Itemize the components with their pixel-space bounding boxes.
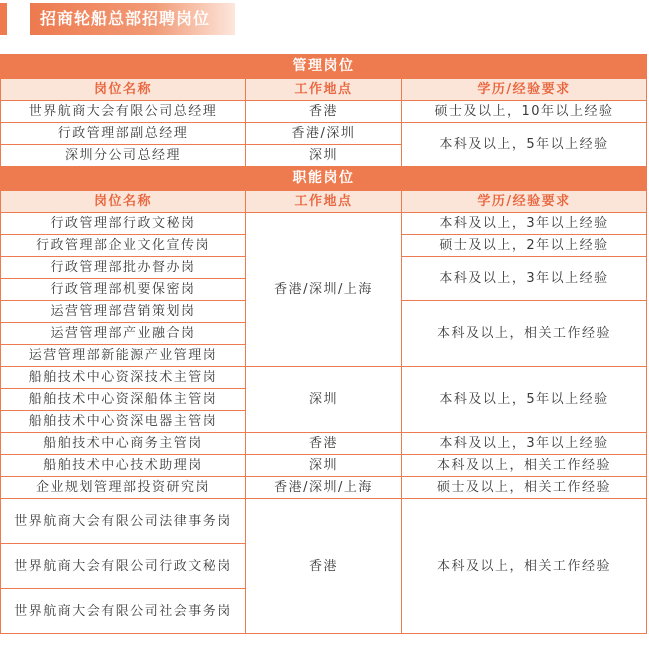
- column-header-requirement: 学历/经验要求: [402, 191, 647, 213]
- table-row: [1, 367, 647, 389]
- table-row: [1, 123, 647, 145]
- position-cell: 运营管理部产业融合岗: [1, 323, 246, 345]
- requirement-cell: 本科及以上，相关工作经验: [402, 455, 647, 477]
- title-accent-block: [0, 3, 7, 35]
- location-cell: 香港: [246, 433, 402, 455]
- position-cell: 企业规划管理部投资研究岗: [1, 477, 246, 499]
- table-row: [1, 477, 647, 499]
- column-header-location: 工作地点: [246, 191, 402, 213]
- location-cell: 深圳: [246, 455, 402, 477]
- column-header-row: [1, 191, 647, 213]
- position-cell: 行政管理部行政文秘岗: [1, 213, 246, 235]
- page-title-bar: [0, 3, 235, 35]
- requirement-cell: 本科及以上，相关工作经验: [402, 301, 647, 367]
- requirement-cell: 本科及以上，3年以上经验: [402, 257, 647, 301]
- section-title: 管理岗位: [1, 55, 647, 79]
- requirement-cell: 硕士及以上，相关工作经验: [402, 477, 647, 499]
- column-header-position: 岗位名称: [1, 191, 246, 213]
- jobs-table: [0, 54, 647, 634]
- requirement-cell: 本科及以上，相关工作经验: [402, 499, 647, 634]
- position-cell: 世界航商大会有限公司法律事务岗: [1, 499, 246, 544]
- position-cell: 船舶技术中心资深技术主管岗: [1, 367, 246, 389]
- requirement-cell: 本科及以上，5年以上经验: [402, 367, 647, 433]
- position-cell: 运营管理部营销策划岗: [1, 301, 246, 323]
- location-cell: 香港/深圳/上海: [246, 477, 402, 499]
- location-cell: 香港/深圳: [246, 123, 402, 145]
- table-row: [1, 101, 647, 123]
- section-title: 职能岗位: [1, 167, 647, 191]
- position-cell: 船舶技术中心技术助理岗: [1, 455, 246, 477]
- position-cell: 船舶技术中心资深船体主管岗: [1, 389, 246, 411]
- location-cell: 香港/深圳/上海: [246, 213, 402, 367]
- requirement-cell: 硕士及以上，2年以上经验: [402, 235, 647, 257]
- column-header-row: [1, 79, 647, 101]
- position-cell: 深圳分公司总经理: [1, 145, 246, 167]
- table-row: [1, 433, 647, 455]
- position-cell: 行政管理部批办督办岗: [1, 257, 246, 279]
- position-cell: 船舶技术中心商务主管岗: [1, 433, 246, 455]
- position-cell: 行政管理部企业文化宣传岗: [1, 235, 246, 257]
- position-cell: 世界航商大会有限公司总经理: [1, 101, 246, 123]
- position-cell: 行政管理部机要保密岗: [1, 279, 246, 301]
- position-cell: 运营管理部新能源产业管理岗: [1, 345, 246, 367]
- table-row: [1, 213, 647, 235]
- section-header-management: [1, 55, 647, 79]
- column-header-requirement: 学历/经验要求: [402, 79, 647, 101]
- location-cell: 香港: [246, 499, 402, 634]
- table-row: [1, 499, 647, 544]
- column-header-location: 工作地点: [246, 79, 402, 101]
- position-cell: 世界航商大会有限公司行政文秘岗: [1, 544, 246, 589]
- column-header-position: 岗位名称: [1, 79, 246, 101]
- position-cell: 船舶技术中心资深电器主管岗: [1, 411, 246, 433]
- requirement-cell: 本科及以上，5年以上经验: [402, 123, 647, 167]
- requirement-cell: 硕士及以上，10年以上经验: [402, 101, 647, 123]
- section-header-functional: [1, 167, 647, 191]
- location-cell: 香港: [246, 101, 402, 123]
- page-title: 招商轮船总部招聘岗位: [40, 9, 211, 28]
- table-row: [1, 455, 647, 477]
- location-cell: 深圳: [246, 145, 402, 167]
- location-cell: 深圳: [246, 367, 402, 433]
- position-cell: 行政管理部副总经理: [1, 123, 246, 145]
- requirement-cell: 本科及以上，3年以上经验: [402, 213, 647, 235]
- requirement-cell: 本科及以上，3年以上经验: [402, 433, 647, 455]
- position-cell: 世界航商大会有限公司社会事务岗: [1, 589, 246, 634]
